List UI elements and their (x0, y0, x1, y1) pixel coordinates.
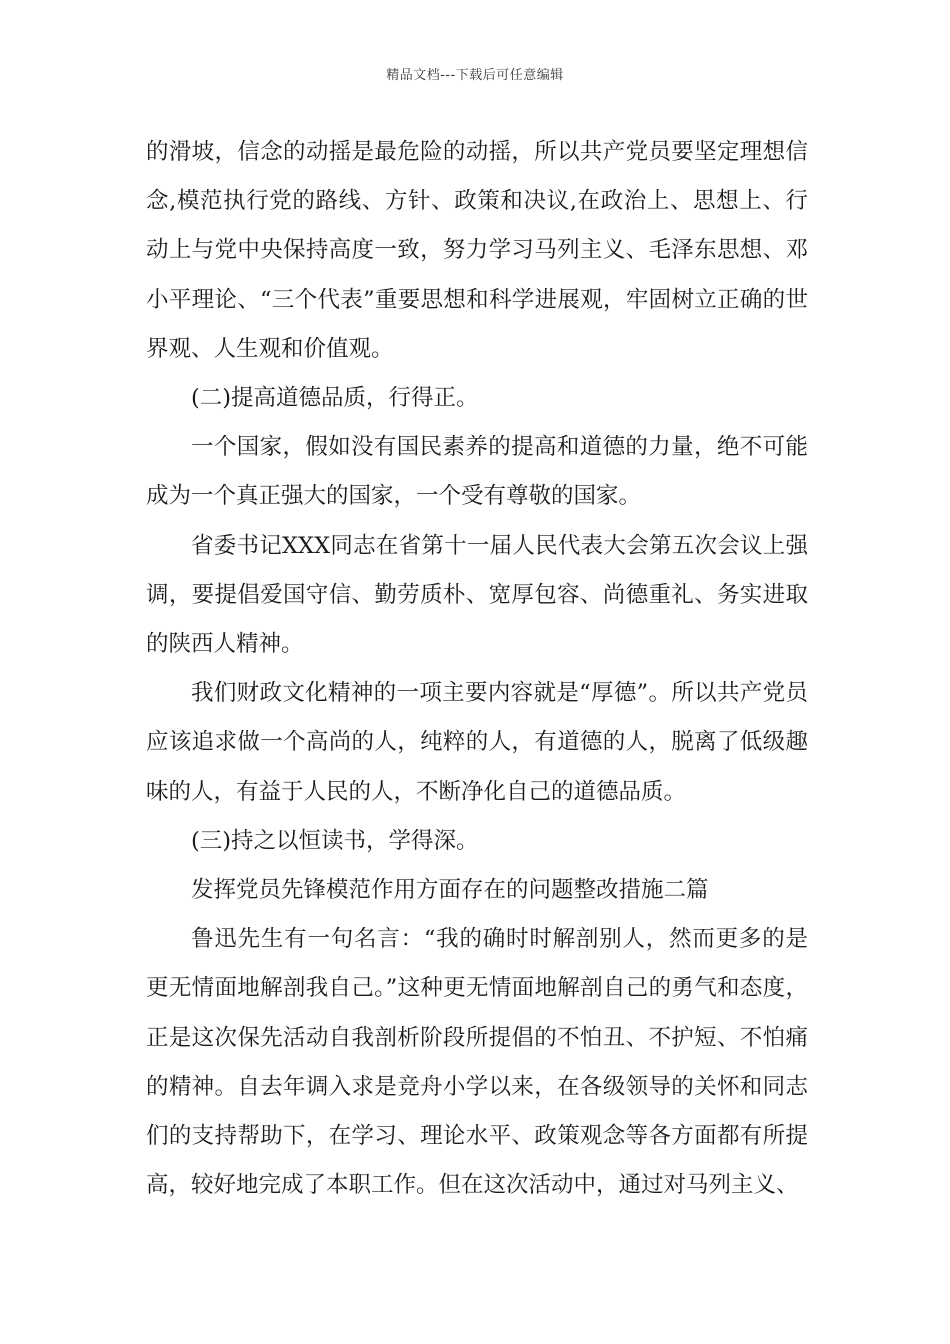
paragraph-3: 一个国家，假如没有国民素养的提高和道德的力量，绝不可能成为一个真正强大的国家，一个受有尊敬的国家。 (146, 434, 808, 510)
paragraph-7-title: 发挥党员先锋模范作用方面存在的问题整改措施二篇 (191, 877, 709, 904)
page-header: 精品文档---下载后可任意编辑 (386, 68, 564, 83)
document-body (146, 128, 808, 1210)
paragraph-4: 省委书记XXX同志在省第十一届人民代表大会第五次会议上强调，要提倡爱国守信、勤劳质朴、宽厚包容、尚德重礼、务实进取的陕西人精神。 (146, 532, 808, 658)
paragraph-1: 的滑坡，信念的动摇是最危险的动摇，所以共产党员要坚定理想信念,模范执行党的路线、方针、政策和决议,在政治上、思想上、行动上与党中央保持高度一致，努力学习马列主义、毛泽东思想、邓小平理论、“三个代表”重要思想和科学进展观，牢固树立正确的世界观、人生观和价值观。 (146, 139, 808, 362)
paragraph-5: 我们财政文化精神的一项主要内容就是“厚德”。所以共产党员应该追求做一个高尚的人，纯粹的人，有道德的人，脱离了低级趣味的人，有益于人民的人，不断净化自己的道德品质。 (146, 680, 808, 805)
paragraph-6-heading: (三)持之以恒读书，学得深。 (191, 827, 479, 854)
paragraph-8: 鲁迅先生有一句名言：“我的确时时解剖别人，然而更多的是更无情面地解剖我自己。”这种更无情面地解剖自己的勇气和态度，正是这次保先活动自我剖析阶段所提倡的不怕丑、不护短、不怕痛的精神。自去年调入求是竞舟小学以来，在各级领导的关怀和同志们的支持帮助下，在学习、理论水平、政策观念等各方面都有所提高，较好地完成了本职工作。但在这次活动中，通过对马列主义、 (146, 926, 808, 1199)
paragraph-2-heading: (二)提高道德品质，行得正。 (191, 385, 479, 412)
